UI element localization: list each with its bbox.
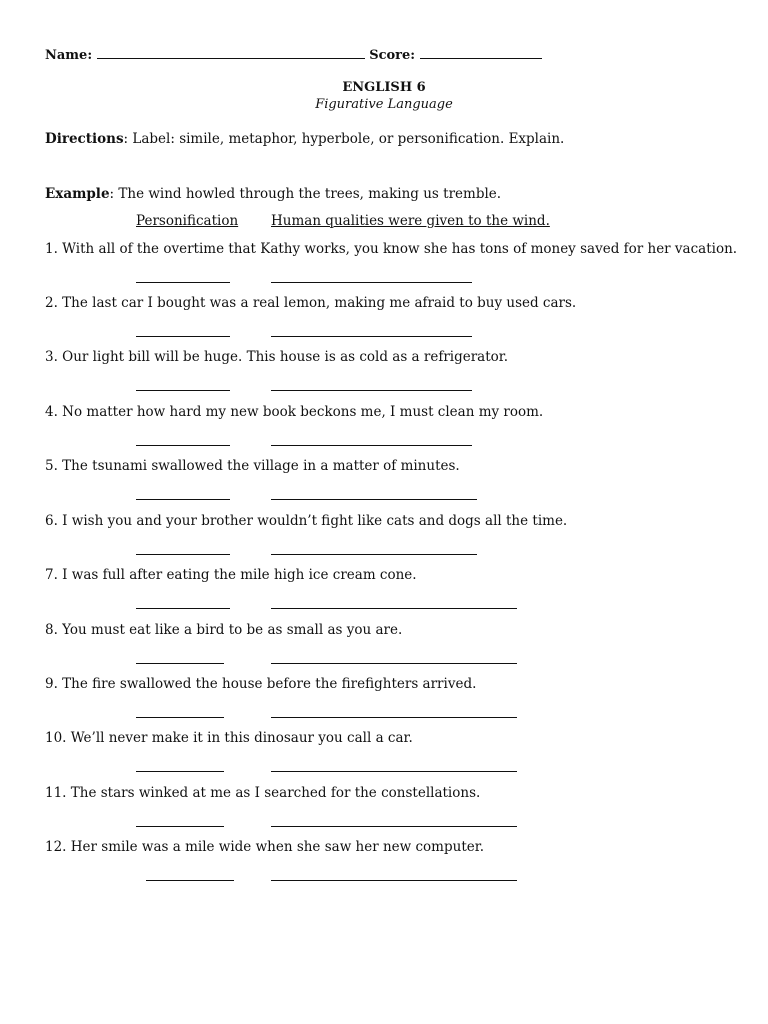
answer-type-blank-8[interactable] bbox=[136, 663, 224, 664]
answer-type-blank-11[interactable] bbox=[136, 826, 224, 827]
answer-explain-blank-12[interactable] bbox=[271, 880, 517, 881]
header-row bbox=[45, 46, 542, 65]
question-3: 3. Our light bill will be huge. This house is as cold as a refrigerator. bbox=[45, 349, 509, 365]
answer-explain-blank-9[interactable] bbox=[271, 717, 517, 718]
answer-explain-blank-6[interactable] bbox=[271, 554, 477, 555]
answer-type-blank-5[interactable] bbox=[136, 499, 230, 500]
score-blank bbox=[420, 46, 542, 59]
answer-type-blank-6[interactable] bbox=[136, 554, 230, 555]
question-7: 7. I was full after eating the mile high ice cream cone. bbox=[45, 567, 417, 583]
question-10: 10. We’ll never make it in this dinosaur you call a car. bbox=[45, 730, 413, 746]
question-11: 11. The stars winked at me as I searched for the constellations. bbox=[45, 785, 481, 801]
score-label: Score: bbox=[369, 48, 416, 63]
example bbox=[45, 185, 501, 203]
answer-explain-blank-8[interactable] bbox=[271, 663, 517, 664]
example-text: : The wind howled through the trees, making us tremble. bbox=[109, 186, 502, 202]
answer-type-blank-9[interactable] bbox=[136, 717, 224, 718]
answer-explain-blank-2[interactable] bbox=[271, 336, 472, 337]
answer-explain-blank-5[interactable] bbox=[271, 499, 477, 500]
answer-explain-blank-11[interactable] bbox=[271, 826, 517, 827]
name-blank bbox=[97, 46, 365, 59]
answer-explain-blank-10[interactable] bbox=[271, 771, 517, 772]
directions-text: : Label: simile, metaphor, hyperbole, or personification. Explain. bbox=[123, 131, 565, 147]
answer-type-blank-4[interactable] bbox=[136, 445, 230, 446]
answer-explain-blank-4[interactable] bbox=[271, 445, 472, 446]
course-title: ENGLISH 6 bbox=[342, 80, 426, 95]
name-label: Name: bbox=[45, 48, 93, 63]
answer-type-blank-10[interactable] bbox=[136, 771, 224, 772]
answer-type-blank-1[interactable] bbox=[136, 282, 230, 283]
question-6: 6. I wish you and your brother wouldn’t fight like cats and dogs all the time. bbox=[45, 513, 568, 529]
answer-explain-blank-3[interactable] bbox=[271, 390, 472, 391]
example-answer-type: Personification bbox=[136, 213, 239, 229]
answer-type-blank-3[interactable] bbox=[136, 390, 230, 391]
answer-type-blank-12[interactable] bbox=[146, 880, 234, 881]
directions-label: Directions bbox=[45, 131, 124, 147]
answer-type-blank-2[interactable] bbox=[136, 336, 230, 337]
directions bbox=[45, 130, 564, 148]
question-8: 8. You must eat like a bird to be as small as you are. bbox=[45, 622, 403, 638]
question-1: 1. With all of the overtime that Kathy works, you know she has tons of money saved for her vacation. bbox=[45, 241, 738, 257]
answer-type-blank-7[interactable] bbox=[136, 608, 230, 609]
topic-title: Figurative Language bbox=[315, 97, 453, 112]
answer-explain-blank-7[interactable] bbox=[271, 608, 517, 609]
question-9: 9. The fire swallowed the house before the firefighters arrived. bbox=[45, 676, 477, 692]
question-2: 2. The last car I bought was a real lemon, making me afraid to buy used cars. bbox=[45, 295, 577, 311]
question-12: 12. Her smile was a mile wide when she saw her new computer. bbox=[45, 839, 485, 855]
example-answer-explanation: Human qualities were given to the wind. bbox=[271, 213, 550, 229]
example-label: Example bbox=[45, 186, 110, 202]
question-5: 5. The tsunami swallowed the village in a matter of minutes. bbox=[45, 458, 460, 474]
question-4: 4. No matter how hard my new book beckons me, I must clean my room. bbox=[45, 404, 544, 420]
answer-explain-blank-1[interactable] bbox=[271, 282, 472, 283]
